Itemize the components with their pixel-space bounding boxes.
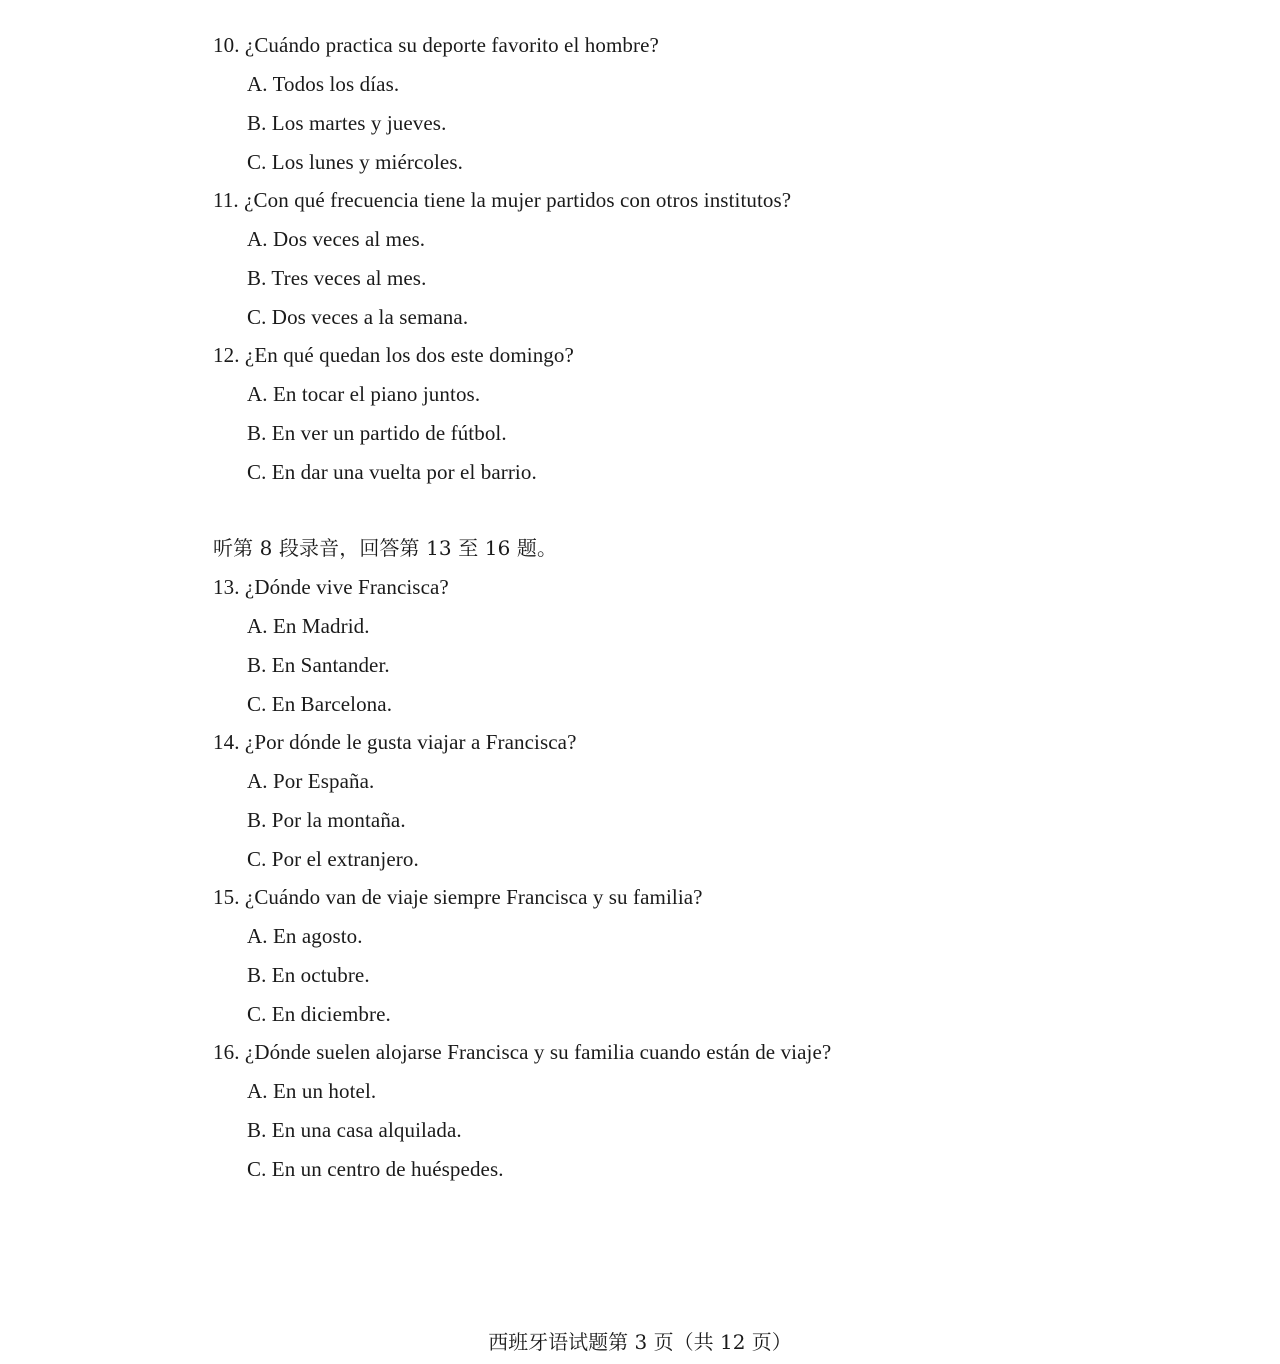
question-10-option-c: C. Los lunes y miércoles. — [247, 150, 463, 174]
question-13-option-a: A. En Madrid. — [247, 614, 370, 638]
question-13-option-c: C. En Barcelona. — [247, 692, 393, 716]
question-10-option-b: B. Los martes y jueves. — [247, 111, 447, 135]
question-15-option-c: C. En diciembre. — [247, 1002, 391, 1026]
question-12: 12. ¿En qué quedan los dos este domingo? — [213, 343, 574, 367]
question-13-option-b: B. En Santander. — [247, 653, 390, 677]
question-16: 16. ¿Dónde suelen alojarse Francisca y su familia cuando están de viaje? — [213, 1040, 832, 1064]
page-footer: 西班牙语试题第 3 页（共 12 页） — [488, 1330, 792, 1354]
question-12-option-c: C. En dar una vuelta por el barrio. — [247, 460, 537, 484]
question-11: 11. ¿Con qué frecuencia tiene la mujer partidos con otros institutos? — [213, 188, 792, 212]
section-heading: 听第 8 段录音，回答第 13 至 16 题。 — [213, 536, 558, 560]
question-16-option-c: C. En un centro de huéspedes. — [247, 1157, 504, 1181]
question-14-option-a: A. Por España. — [247, 769, 375, 793]
question-15-option-a: A. En agosto. — [247, 924, 363, 948]
question-12-option-a: A. En tocar el piano juntos. — [247, 382, 481, 406]
question-14: 14. ¿Por dónde le gusta viajar a Francisca? — [213, 730, 577, 754]
question-11-option-b: B. Tres veces al mes. — [247, 266, 427, 290]
question-11-option-c: C. Dos veces a la semana. — [247, 305, 469, 329]
question-16-option-b: B. En una casa alquilada. — [247, 1118, 462, 1142]
question-10-option-a: A. Todos los días. — [247, 72, 400, 96]
question-15-option-b: B. En octubre. — [247, 963, 370, 987]
question-13: 13. ¿Dónde vive Francisca? — [213, 575, 449, 599]
question-11-option-a: A. Dos veces al mes. — [247, 227, 426, 251]
question-12-option-b: B. En ver un partido de fútbol. — [247, 421, 507, 445]
question-10: 10. ¿Cuándo practica su deporte favorito el hombre? — [213, 33, 659, 57]
question-14-option-c: C. Por el extranjero. — [247, 847, 419, 871]
question-16-option-a: A. En un hotel. — [247, 1079, 377, 1103]
question-15: 15. ¿Cuándo van de viaje siempre Francisca y su familia? — [213, 885, 703, 909]
question-14-option-b: B. Por la montaña. — [247, 808, 406, 832]
